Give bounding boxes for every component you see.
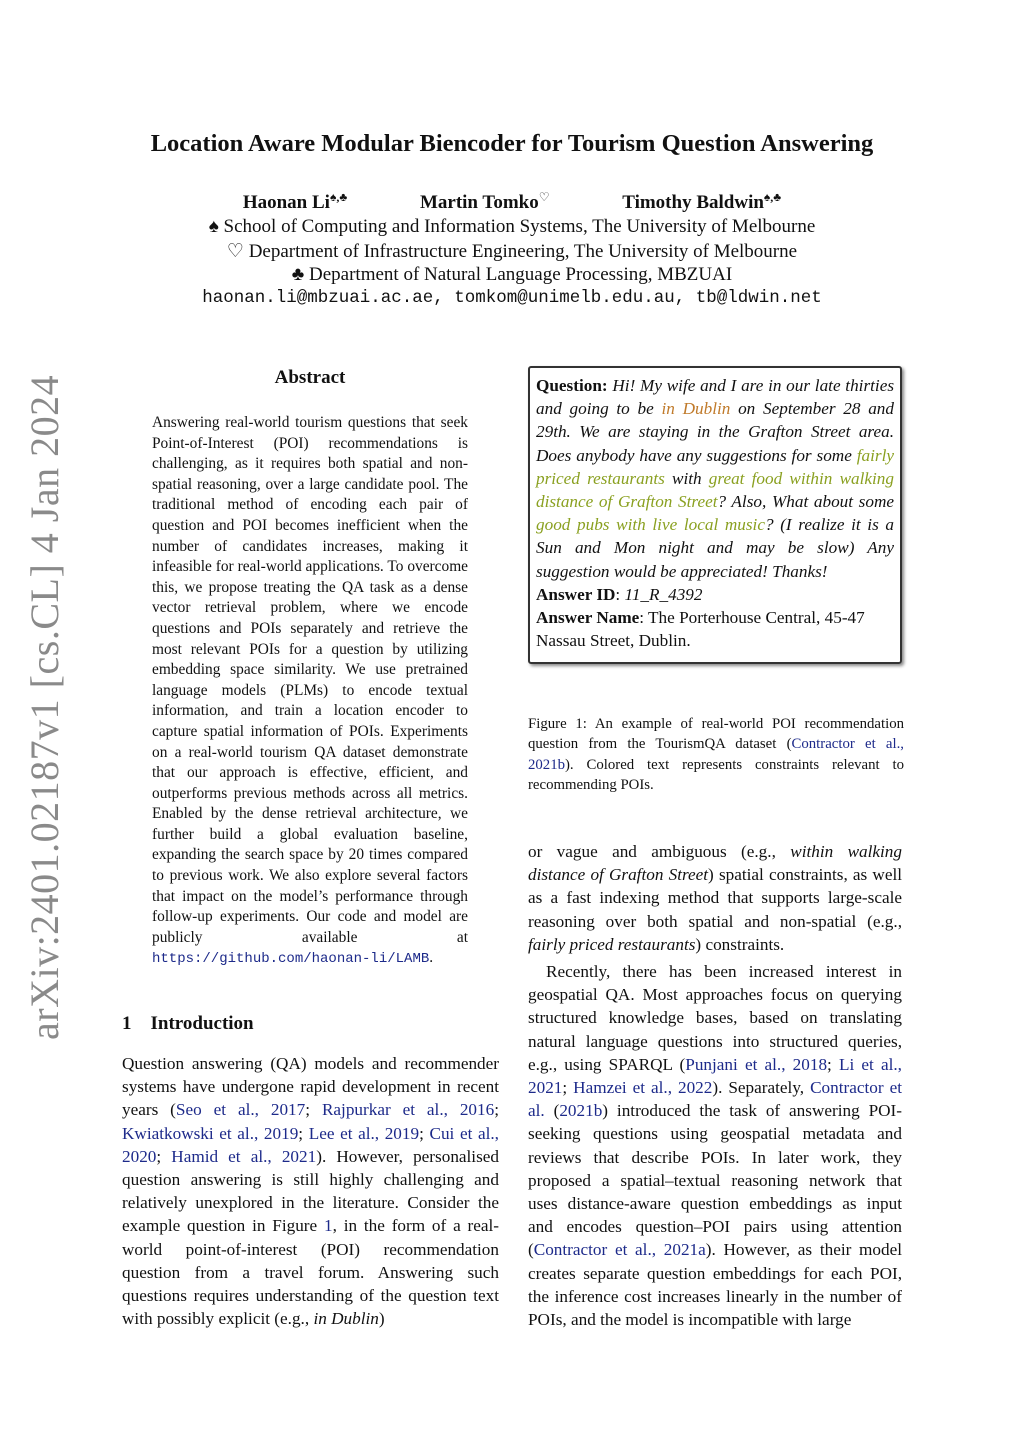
arxiv-stamp: arXiv:2401.02187v1 [cs.CL] 4 Jan 2024 <box>22 374 67 1040</box>
citation-link[interactable]: Hamid et al., 2021 <box>171 1146 317 1166</box>
figure1-caption: Figure 1: An example of real-world POI recommendation question from the TourismQA dataset (Contractor et al., 2021b). Colored text represents constraints relevant to recommending POIs. <box>528 716 904 794</box>
author-list <box>0 190 1024 214</box>
right-column-text: or vague and ambiguous (e.g., within walking distance of Grafton Street) spatial constraints, as well as a fast indexing method that supports large-scale reasoning over both spatial and non-spatial (e.g., fairly priced restaurants) constraints. Recently, there has been increased interest in geospatial QA. Most approaches focus on querying structured knowledge bases, based on translating natural language questions into structured queries, e.g., using SPARQL (Punjani et al., 2018; Li et al., 2021; Hamzei et al., 2022). Separately, Contractor et al. (2021b) introduced the task of answering POI-seeking questions using geospatial metadata and reviews that describe POIs. In later work, they proposed a spatial–textual reasoning network that uses distance-aware question embeddings as input and encodes question–POI pairs using attention (Contractor et al., 2021a). However, as their model creates separate question embeddings for each POI, the inference cost increases linearly in the number of POIs, and the model is incompatible with large <box>528 842 902 1330</box>
abstract-text: Answering real-world tourism questions that seek Point-of-Interest (POI) recommendations is challenging, as it requires both spatial and non-spatial reasoning, over a large candidate pool. The traditional method of encoding each pair of question and POI becomes inefficient when the number of candidates increases, making it infeasible for real-world applications. To overcome this, we propose treating the QA task as a dense vector retrieval problem, where we encode questions and POIs separately and retrieve the most relevant POIs for a question by utilizing embedding space similarity. We use pretrained language models (PLMs) to encode textual information, and train a location encoder to capture spatial information of POIs. Experiments on a real-world tourism QA dataset demonstrate that our approach is effective, efficient, and outperforms previous methods across all metrics. Enabled by the dense retrieval architecture, we further build a global evaluation baseline, expanding the search space by 20 times compared to previous work. We also explore several factors that impact on the model’s performance through follow-up experiments. Our code and model are publicly available at <box>152 414 468 946</box>
citation-link[interactable]: Contractor et al. <box>528 1078 902 1121</box>
citation-link[interactable]: Cui et al., 2020 <box>122 1123 499 1166</box>
citation-link[interactable]: Hamzei et al., 2022 <box>573 1078 713 1098</box>
author: Haonan Li♠,♣ <box>242 190 348 214</box>
figure-ref-link[interactable]: 1 <box>323 1216 333 1236</box>
answer-id-line: Answer ID: 11_R_4392 <box>536 584 703 604</box>
section-heading-introduction: 1 Introduction <box>122 1013 254 1034</box>
citation-link[interactable]: Contractor et al., 2021a <box>533 1240 706 1260</box>
citation-link[interactable]: Rajpurkar et al., 2016 <box>321 1100 495 1120</box>
citation-link[interactable]: Contractor et al., 2021b <box>528 736 904 773</box>
citation-link[interactable]: Li et al., 2021 <box>528 1054 902 1098</box>
author-emails: haonan.li@mbzuai.ac.ae, tomkom@unimelb.edu.au, tb@ldwin.net <box>202 288 822 308</box>
citation-link[interactable]: 2021b <box>559 1101 603 1121</box>
citation-link[interactable]: Lee et al., 2019 <box>308 1123 420 1143</box>
affiliation: ♠ School of Computing and Information Systems, The University of Melbourne <box>208 216 816 237</box>
author: Martin Tomko♡ <box>419 190 550 214</box>
paper-title: Location Aware Modular Biencoder for Tourism Question Answering <box>150 130 874 157</box>
affiliation: ♣ Department of Natural Language Processing, MBZUAI <box>291 264 733 285</box>
question-label: Question: <box>536 376 608 395</box>
citation-link[interactable]: Seo et al., 2017 <box>175 1100 306 1120</box>
constraint-spatial: in Dublin <box>661 399 731 419</box>
constraint-nonspatial: great food within walking distance of Grafton Street <box>536 468 894 512</box>
affiliation: ♡ Department of Infrastructure Engineering, The University of Melbourne <box>226 241 798 262</box>
abstract-body: Answering real-world tourism questions that seek Point-of-Interest (POI) recommendations is challenging, as it requires both spatial and non-spatial reasoning, over a large candidate pool. The traditional method of encoding each pair of question and POI becomes inefficient when the number of candidates increases, making it infeasible for real-world applications. To overcome this, we propose treating the QA task as a dense vector retrieval problem, where we encode questions and POIs separately and retrieve the most relevant POIs for a question by utilizing embedding space similarity. We use pretrained language models (PLMs) to encode textual information, and train a location encoder to capture spatial information of POIs. Experiments on a real-world tourism QA dataset demonstrate that our approach is effective, efficient, and outperforms previous methods across all metrics. Enabled by the dense retrieval architecture, we further build a global evaluation baseline, expanding the search space by 20 times compared to previous work. We also explore several factors that impact on the model’s performance through follow-up experiments. Our code and model are publicly available at https://github.com/haonan-li/LAMB. <box>152 414 468 968</box>
citation-link[interactable]: Kwiatkowski et al., 2019 <box>122 1123 299 1143</box>
code-link[interactable]: https://github.com/haonan-li/LAMB <box>152 951 430 968</box>
constraint-nonspatial: fairly priced restaurants <box>536 445 894 488</box>
constraint-nonspatial: good pubs with live local music <box>536 515 765 535</box>
intro-paragraph: Question answering (QA) models and recommender systems have undergone rapid development in recent years (Seo et al., 2017; Rajpurkar et al., 2016; Kwiatkowski et al., 2019; Lee et al., 2019; Cui et al., 2020; Hamid et al., 2021). However, personalised question answering is still highly challenging and relatively unexplored in the literature. Consider the example question in Figure 1, in the form of a real-world point-of-interest (POI) recommendation question from a travel forum. Answering such questions requires understanding of the question text with possibly explicit (e.g., in Dublin) <box>122 1054 499 1329</box>
abstract-heading: Abstract <box>274 367 346 388</box>
citation-link[interactable]: Punjani et al., 2018 <box>685 1054 828 1074</box>
author: Timothy Baldwin♠,♣ <box>622 190 782 214</box>
answer-name-line: Answer Name: The Porterhouse Central, 45-47 Nassau Street, Dublin. <box>536 608 865 651</box>
figure1-question-box: Question: Hi! My wife and I are in our late thirties and going to be in Dublin on September 28 and 29th. We are staying in the Grafton Street area. Does anybody have any suggestions for some fairly priced restaurants with great food within walking distance of Grafton Street? Also, What about some good pubs with live local music? (I realize it is a Sun and Mon night and may be slow) Any suggestion would be appreciated! Thanks! Answer ID: 11_R_4392 Answer Name: The Porterhouse Central, 45-47 Nassau Street, Dublin. <box>528 366 902 664</box>
